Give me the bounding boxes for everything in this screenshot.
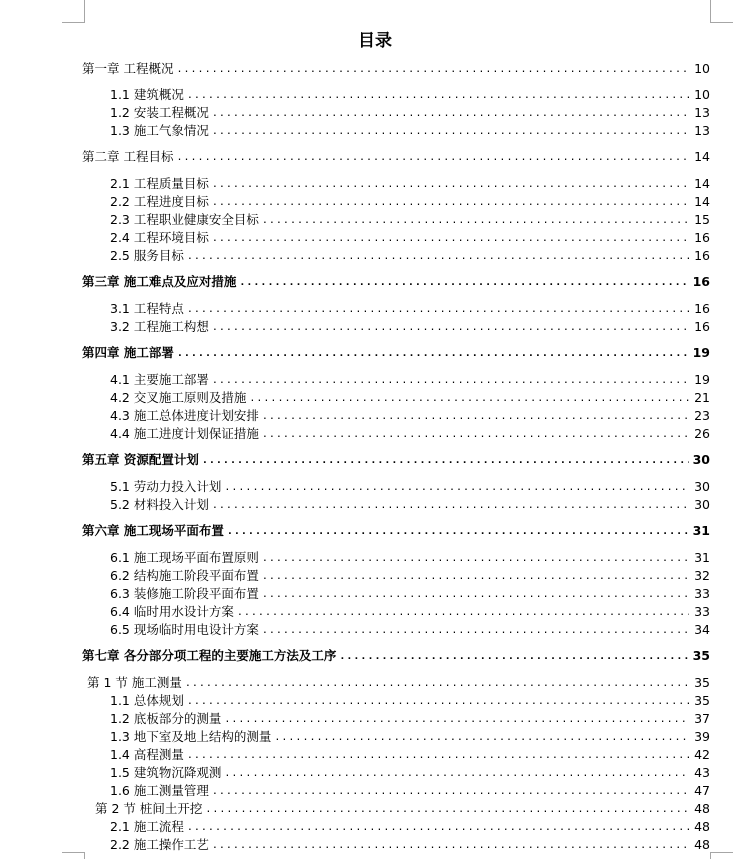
toc-page-number: 35 xyxy=(694,693,710,708)
toc-page-number: 16 xyxy=(694,248,710,263)
toc-entry-label: 2.1 工程质量目标 xyxy=(110,176,209,191)
toc-dot-leader xyxy=(212,321,689,335)
toc-entry-label: 5.2 材料投入计划 xyxy=(110,497,209,512)
toc-subsection-entry[interactable] xyxy=(110,210,710,228)
toc-entry-label: 2.3 工程职业健康安全目标 xyxy=(110,212,259,227)
toc-dot-leader xyxy=(212,178,689,192)
toc-entry-label: 1.2 安装工程概况 xyxy=(110,105,209,120)
toc-subsection-entry[interactable] xyxy=(110,370,710,388)
toc-page-number: 15 xyxy=(694,212,710,227)
toc-entry-label: 第 1 节 施工测量 xyxy=(87,675,182,690)
toc-chapter-entry[interactable] xyxy=(82,343,710,361)
toc-dot-leader xyxy=(212,125,689,139)
toc-entry-label: 6.4 临时用水设计方案 xyxy=(110,604,234,619)
toc-subsection-entry[interactable] xyxy=(110,192,710,210)
toc-entry-label: 1.3 施工气象情况 xyxy=(110,123,209,138)
toc-subsection-entry[interactable] xyxy=(110,584,710,602)
toc-entry-label: 3.1 工程特点 xyxy=(110,301,184,316)
toc-subsection-entry[interactable] xyxy=(110,620,710,638)
toc-entry-label: 4.2 交叉施工原则及措施 xyxy=(110,390,247,405)
toc-page-number: 14 xyxy=(694,149,710,164)
toc-subsection-entry[interactable] xyxy=(110,477,710,495)
toc-dot-leader xyxy=(187,821,689,835)
toc-subsection-entry[interactable] xyxy=(110,424,710,442)
toc-entry-label: 4.3 施工总体进度计划安排 xyxy=(110,408,259,423)
toc-subsection-entry[interactable] xyxy=(110,817,710,835)
toc-dot-leader xyxy=(227,525,689,539)
toc-entry-label: 5.1 劳动力投入计划 xyxy=(110,479,222,494)
toc-page-number: 34 xyxy=(694,622,710,637)
toc-entry-label: 2.2 工程进度目标 xyxy=(110,194,209,209)
toc-page-number: 48 xyxy=(694,819,710,834)
toc-page-number: 23 xyxy=(694,408,710,423)
toc-page-number: 19 xyxy=(692,345,710,360)
toc-entry-label: 6.1 施工现场平面布置原则 xyxy=(110,550,259,565)
toc-dot-leader xyxy=(212,107,689,121)
toc-page-number: 31 xyxy=(692,523,710,538)
toc-subsection-entry[interactable] xyxy=(110,727,710,745)
toc-page-number: 16 xyxy=(692,274,710,289)
toc-subsection-entry[interactable] xyxy=(110,121,710,139)
toc-dot-leader xyxy=(185,677,689,691)
toc-entry-label: 第六章 施工现场平面布置 xyxy=(82,523,224,538)
toc-entry-label: 6.5 现场临时用电设计方案 xyxy=(110,622,259,637)
toc-subsection-entry[interactable] xyxy=(110,691,710,709)
toc-section-entry[interactable] xyxy=(95,799,710,817)
toc-dot-leader xyxy=(239,276,689,290)
toc-dot-leader xyxy=(187,695,689,709)
toc-dot-leader xyxy=(187,89,689,103)
toc-dot-leader xyxy=(205,803,689,817)
toc-subsection-entry[interactable] xyxy=(110,745,710,763)
toc-dot-leader xyxy=(249,392,689,406)
toc-page-number: 32 xyxy=(694,568,710,583)
toc-page-number: 14 xyxy=(694,176,710,191)
toc-entry-label: 1.5 建筑物沉降观测 xyxy=(110,765,222,780)
toc-dot-leader xyxy=(187,250,689,264)
toc-entry-label: 4.4 施工进度计划保证措施 xyxy=(110,426,259,441)
toc-chapter-entry[interactable] xyxy=(82,147,710,165)
toc-page-number: 10 xyxy=(694,61,710,76)
toc-dot-leader xyxy=(202,454,689,468)
toc-page-number: 39 xyxy=(694,729,710,744)
toc-entry-label: 4.1 主要施工部署 xyxy=(110,372,209,387)
toc-title: 目录 xyxy=(358,31,392,51)
toc-dot-leader xyxy=(262,428,689,442)
toc-subsection-entry[interactable] xyxy=(110,495,710,513)
toc-subsection-entry[interactable] xyxy=(110,103,710,121)
toc-subsection-entry[interactable] xyxy=(110,317,710,335)
toc-entry-label: 6.2 结构施工阶段平面布置 xyxy=(110,568,259,583)
toc-dot-leader xyxy=(262,410,689,424)
toc-page-number: 26 xyxy=(694,426,710,441)
toc-page-number: 14 xyxy=(694,194,710,209)
page-corner-mark xyxy=(62,0,85,23)
toc-dot-leader xyxy=(274,731,689,745)
toc-page-number: 33 xyxy=(694,586,710,601)
toc-page-number: 13 xyxy=(694,123,710,138)
toc-entry-label: 第一章 工程概况 xyxy=(82,61,174,76)
toc-dot-leader xyxy=(212,839,689,853)
toc-section-entry[interactable] xyxy=(87,673,710,691)
toc-dot-leader xyxy=(224,481,689,495)
toc-entry-label: 第二章 工程目标 xyxy=(82,149,174,164)
toc-page-number: 43 xyxy=(694,765,710,780)
toc-subsection-entry[interactable] xyxy=(110,228,710,246)
toc-dot-leader xyxy=(262,214,689,228)
toc-page-number: 16 xyxy=(694,301,710,316)
toc-chapter-entry[interactable] xyxy=(82,59,710,77)
toc-subsection-entry[interactable] xyxy=(110,566,710,584)
toc-dot-leader xyxy=(176,151,689,165)
toc-subsection-entry[interactable] xyxy=(110,835,710,853)
toc-subsection-entry[interactable] xyxy=(110,709,710,727)
toc-page-number: 33 xyxy=(694,604,710,619)
toc-dot-leader xyxy=(224,767,689,781)
toc-entry-label: 1.1 建筑概况 xyxy=(110,87,184,102)
toc-page-number: 19 xyxy=(694,372,710,387)
toc-page-number: 16 xyxy=(694,230,710,245)
toc-page-number: 30 xyxy=(692,452,710,467)
toc-entry-label: 第 2 节 桩间土开挖 xyxy=(95,801,203,816)
toc-entry-label: 1.4 高程测量 xyxy=(110,747,184,762)
toc-dot-leader xyxy=(212,232,689,246)
toc-page-number: 47 xyxy=(694,783,710,798)
toc-page-number: 13 xyxy=(694,105,710,120)
toc-entry-label: 1.6 施工测量管理 xyxy=(110,783,209,798)
toc-dot-leader xyxy=(187,749,689,763)
toc-chapter-entry[interactable] xyxy=(82,646,710,664)
toc-dot-leader xyxy=(237,606,689,620)
toc-entry-label: 2.1 施工流程 xyxy=(110,819,184,834)
toc-page-number: 48 xyxy=(694,801,710,816)
toc-dot-leader xyxy=(262,552,689,566)
toc-chapter-entry[interactable] xyxy=(82,521,710,539)
page-corner-mark xyxy=(710,0,733,23)
toc-entry-label: 第七章 各分部分项工程的主要施工方法及工序 xyxy=(82,648,337,663)
toc-entry-label: 1.3 地下室及地上结构的测量 xyxy=(110,729,272,744)
toc-subsection-entry[interactable] xyxy=(110,763,710,781)
toc-entry-label: 2.5 服务目标 xyxy=(110,248,184,263)
toc-dot-leader xyxy=(212,196,689,210)
toc-subsection-entry[interactable] xyxy=(110,781,710,799)
toc-dot-leader xyxy=(187,303,689,317)
toc-subsection-entry[interactable] xyxy=(110,388,710,406)
toc-entry-label: 6.3 装修施工阶段平面布置 xyxy=(110,586,259,601)
toc-subsection-entry[interactable] xyxy=(110,299,710,317)
toc-page-number: 16 xyxy=(694,319,710,334)
toc-entry-label: 第三章 施工难点及应对措施 xyxy=(82,274,237,289)
toc-dot-leader xyxy=(262,624,689,638)
toc-page-number: 30 xyxy=(694,479,710,494)
toc-page-number: 42 xyxy=(694,747,710,762)
toc-chapter-entry[interactable] xyxy=(82,272,710,290)
toc-dot-leader xyxy=(262,588,689,602)
toc-entry-label: 2.4 工程环境目标 xyxy=(110,230,209,245)
toc-page-number: 31 xyxy=(694,550,710,565)
toc-chapter-entry[interactable] xyxy=(82,450,710,468)
toc-dot-leader xyxy=(177,347,689,361)
toc-dot-leader xyxy=(339,650,689,664)
toc-entry-label: 2.2 施工操作工艺 xyxy=(110,837,209,852)
toc-subsection-entry[interactable] xyxy=(110,602,710,620)
toc-dot-leader xyxy=(224,713,689,727)
toc-page-number: 30 xyxy=(694,497,710,512)
toc-subsection-entry[interactable] xyxy=(110,85,710,103)
toc-subsection-entry[interactable] xyxy=(110,246,710,264)
toc-page-number: 35 xyxy=(692,648,710,663)
toc-subsection-entry[interactable] xyxy=(110,548,710,566)
toc-dot-leader xyxy=(212,374,689,388)
toc-page-number: 21 xyxy=(694,390,710,405)
toc-page-number: 37 xyxy=(694,711,710,726)
toc-entry-label: 第四章 施工部署 xyxy=(82,345,174,360)
toc-entry-label: 1.1 总体规划 xyxy=(110,693,184,708)
toc-dot-leader xyxy=(176,63,689,77)
toc-page-number: 10 xyxy=(694,87,710,102)
toc-dot-leader xyxy=(212,785,689,799)
toc-page-number: 35 xyxy=(694,675,710,690)
toc-dot-leader xyxy=(262,570,689,584)
toc-entry-label: 3.2 工程施工构想 xyxy=(110,319,209,334)
toc-entry-label: 第五章 资源配置计划 xyxy=(82,452,199,467)
toc-page-number: 48 xyxy=(694,837,710,852)
toc-dot-leader xyxy=(212,499,689,513)
toc-subsection-entry[interactable] xyxy=(110,174,710,192)
toc-entry-label: 1.2 底板部分的测量 xyxy=(110,711,222,726)
toc-subsection-entry[interactable] xyxy=(110,406,710,424)
